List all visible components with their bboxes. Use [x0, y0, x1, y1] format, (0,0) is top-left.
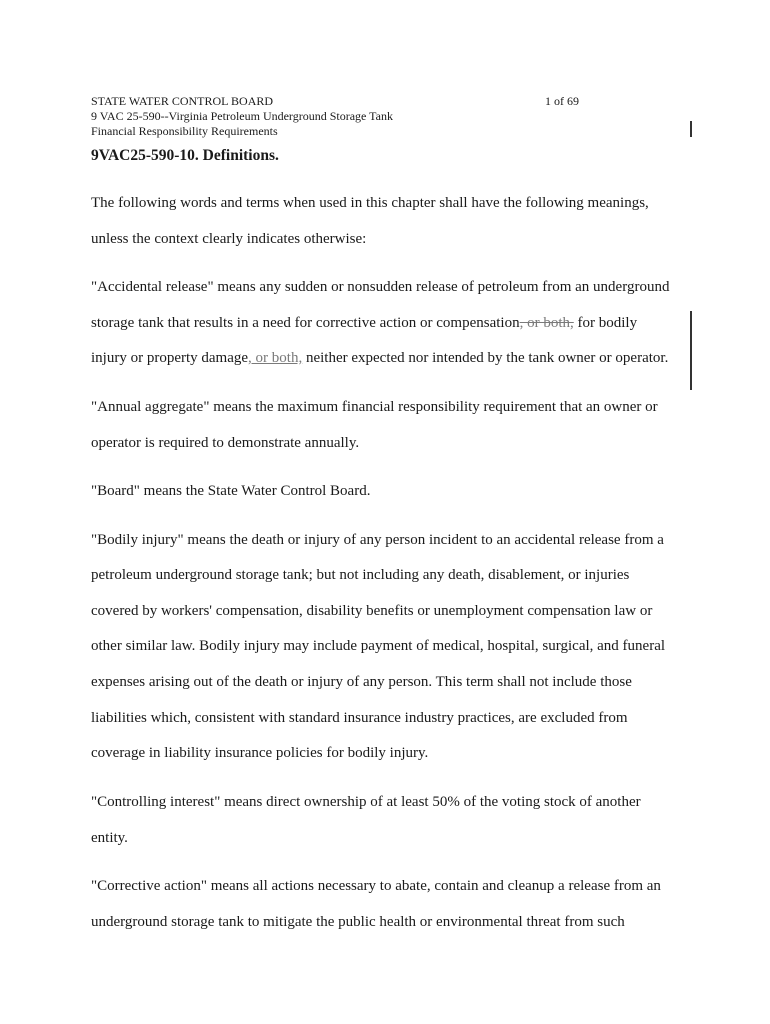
inserted-text: , or both,	[248, 350, 303, 366]
def-bodily-injury-line: liabilities which, consistent with standard insurance industry practices, are excluded from	[91, 710, 628, 726]
section-title: 9VAC25-590-10. Definitions.	[91, 147, 279, 164]
change-bar-header	[690, 121, 692, 137]
def-corrective-action-line: underground storage tank to mitigate the public health or environmental threat from such	[91, 914, 625, 930]
change-bar-accidental-release	[690, 311, 692, 390]
def-bodily-injury-line: covered by workers' compensation, disability benefits or unemployment compensation law or	[91, 603, 653, 619]
def-bodily-injury-line: "Bodily injury" means the death or injury of any person incident to an accidental release from a	[91, 532, 664, 548]
deleted-text: , or both,	[519, 315, 574, 331]
def-accidental-release-line	[91, 313, 637, 333]
header-regulation: 9 VAC 25-590--Virginia Petroleum Underground Storage Tank	[91, 109, 393, 123]
text-run: storage tank that results in a need for corrective action or compensation	[91, 315, 520, 331]
def-annual-aggregate-line: "Annual aggregate" means the maximum financial responsibility requirement that an owner or	[91, 399, 658, 415]
def-bodily-injury-line: other similar law. Bodily injury may include payment of medical, hospital, surgical, and funeral	[91, 638, 666, 654]
def-annual-aggregate-line: operator is required to demonstrate annually.	[91, 435, 360, 451]
def-bodily-injury-line: coverage in liability insurance policies for bodily injury.	[91, 745, 429, 761]
def-controlling-interest-line: "Controlling interest" means direct ownership of at least 50% of the voting stock of another	[91, 794, 641, 810]
def-controlling-interest-line: entity.	[91, 830, 128, 846]
def-bodily-injury-line: petroleum underground storage tank; but not including any death, disablement, or injuries	[91, 567, 630, 583]
def-accidental-release-line: "Accidental release" means any sudden or nonsudden release of petroleum from an underground	[91, 279, 670, 295]
text-run: for bodily	[573, 315, 638, 331]
def-board-line: "Board" means the State Water Control Board.	[91, 483, 371, 499]
intro-line: unless the context clearly indicates otherwise:	[91, 231, 367, 247]
intro-line: The following words and terms when used in this chapter shall have the following meanings,	[91, 195, 649, 211]
page-number: 1 of 69	[545, 94, 579, 108]
text-run: neither expected nor intended by the tank owner or operator.	[302, 350, 669, 366]
def-corrective-action-line: "Corrective action" means all actions necessary to abate, contain and cleanup a release from an	[91, 878, 661, 894]
def-bodily-injury-line: expenses arising out of the death or injury of any person. This term shall not include those	[91, 674, 632, 690]
header-subtitle: Financial Responsibility Requirements	[91, 124, 278, 138]
header-agency: STATE WATER CONTROL BOARD	[91, 94, 274, 108]
text-run: injury or property damage	[91, 350, 249, 366]
def-accidental-release-line	[91, 348, 668, 368]
